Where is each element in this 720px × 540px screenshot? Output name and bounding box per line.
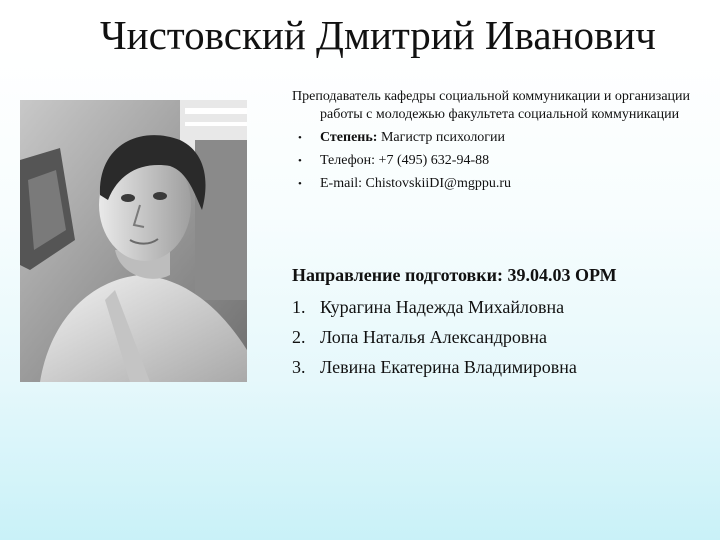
person-photo-image: [20, 100, 247, 382]
slide-title: Чистовский Дмитрий Иванович: [100, 12, 656, 58]
student-number: 3.: [292, 357, 306, 377]
students-list: [292, 294, 712, 380]
degree-value: Магистр психологии: [377, 130, 506, 145]
email-text: E-mail: ChistovskiiDI@mgppu.ru: [320, 176, 511, 191]
student-number: 2.: [292, 327, 306, 347]
degree-item: [292, 129, 702, 147]
contact-list: [292, 129, 702, 193]
teacher-info: [292, 88, 702, 193]
direction-section: [292, 262, 712, 384]
teacher-position: Преподаватель кафедры социальной коммуникации и организации работы с молодежью факультета социальной коммуникации: [292, 89, 691, 122]
direction-heading: Направление подготовки: 39.04.03 ОРМ: [292, 265, 617, 285]
email-item: [292, 175, 702, 193]
student-item: [292, 354, 712, 380]
phone-text: Телефон: +7 (495) 632-94-88: [320, 153, 490, 168]
bullet-icon: •: [298, 132, 302, 144]
student-item: [292, 324, 712, 350]
student-number: 1.: [292, 297, 306, 317]
degree-label: Степень:: [320, 130, 378, 145]
student-name: Левина Екатерина Владимировна: [320, 357, 577, 377]
bullet-icon: •: [298, 155, 302, 167]
student-item: [292, 294, 712, 320]
student-name: Курагина Надежда Михайловна: [320, 297, 565, 317]
bullet-icon: •: [298, 178, 302, 190]
person-photo: [20, 100, 247, 382]
phone-item: [292, 152, 702, 170]
student-name: Лопа Наталья Александровна: [320, 327, 547, 347]
